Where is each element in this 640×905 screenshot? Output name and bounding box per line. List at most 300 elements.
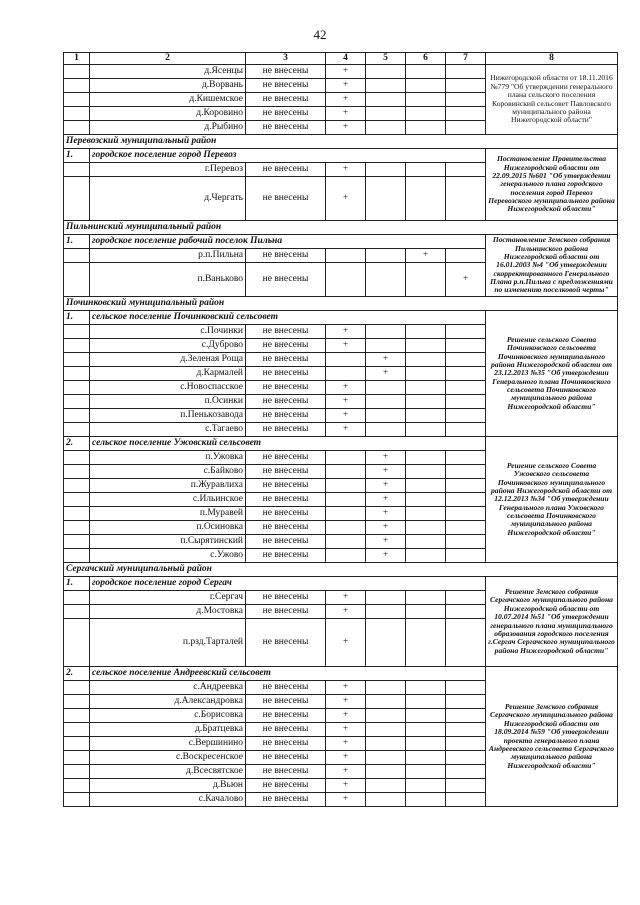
mark-cell-c5: + (366, 549, 406, 563)
row-number-cell (64, 619, 90, 667)
status-cell: не внесены (246, 423, 326, 437)
mark-cell-c4: + (326, 79, 366, 93)
locality-name: п.Пенькозавода (90, 409, 246, 423)
mark-cell-c6 (406, 65, 446, 79)
mark-cell-c5 (366, 177, 406, 221)
settlement-row (64, 235, 618, 249)
mark-cell-c5 (366, 793, 406, 807)
locality-name: п.рзд.Тарталей (90, 619, 246, 667)
column-header: 3 (246, 53, 326, 65)
mark-cell-c7 (446, 409, 486, 423)
legal-document: Постановление Правительства Нижегородской области от 22.09.2015 №601 "Об утверждении генерального плана городского поселения город Перевоз Перевозского муниципального района Нижегородской области" (486, 149, 618, 221)
mark-cell-c6 (406, 423, 446, 437)
mark-cell-c4 (326, 353, 366, 367)
mark-cell-c5 (366, 263, 406, 297)
mark-cell-c7 (446, 325, 486, 339)
mark-cell-c5 (366, 737, 406, 751)
locality-name: д.Кармалей (90, 367, 246, 381)
row-number-cell (64, 451, 90, 465)
mark-cell-c5 (366, 325, 406, 339)
row-number-cell (64, 765, 90, 779)
mark-cell-c5: + (366, 353, 406, 367)
mark-cell-c6 (406, 751, 446, 765)
row-number-cell (64, 535, 90, 549)
mark-cell-c6 (406, 681, 446, 695)
status-cell: не внесены (246, 723, 326, 737)
mark-cell-c7 (446, 65, 486, 79)
settlement-number: 2. (64, 667, 90, 681)
mark-cell-c4 (326, 549, 366, 563)
mark-cell-c5 (366, 423, 406, 437)
locality-name: д.Братцевка (90, 723, 246, 737)
column-header: 7 (446, 53, 486, 65)
mark-cell-c4: + (326, 681, 366, 695)
status-cell: не внесены (246, 79, 326, 93)
mark-cell-c5 (366, 121, 406, 135)
mark-cell-c6 (406, 107, 446, 121)
row-number-cell (64, 549, 90, 563)
status-cell: не внесены (246, 249, 326, 263)
status-cell: не внесены (246, 339, 326, 353)
mark-cell-c4: + (326, 381, 366, 395)
locality-name: д.Мостовка (90, 605, 246, 619)
mark-cell-c7 (446, 751, 486, 765)
locality-name: с.Новоспасское (90, 381, 246, 395)
locality-name: д.Ясенцы (90, 65, 246, 79)
row-number-cell (64, 521, 90, 535)
legal-document: Постановление Земского собрания Пильнинского района Нижегородской области от 16.01.2003 №4 "Об утверждении скорректированного Генерального Плана р.п.Пильна с предложениями по изменению поселковой черты" (486, 235, 618, 297)
column-header: 1 (64, 53, 90, 65)
mark-cell-c7 (446, 507, 486, 521)
mark-cell-c4: + (326, 423, 366, 437)
settlement-row (64, 577, 618, 591)
mark-cell-c4 (326, 367, 366, 381)
status-cell: не внесены (246, 695, 326, 709)
mark-cell-c4: + (326, 709, 366, 723)
mark-cell-c7 (446, 177, 486, 221)
row-number-cell (64, 751, 90, 765)
mark-cell-c6 (406, 605, 446, 619)
mark-cell-c6 (406, 695, 446, 709)
row-number-cell (64, 395, 90, 409)
mark-cell-c5 (366, 709, 406, 723)
mark-cell-c6 (406, 325, 446, 339)
settlement-name: сельское поселение Андреевский сельсовет (90, 667, 486, 681)
legal-document: Решение сельского Совета Починковского сельсовета Починковского муниципального района Нижегородской области от 23.12.2013 №35 "Об утверждении Генерального плана Починковского сельсовета Починковского муниципального района Нижегородской области" (486, 311, 618, 437)
district-name: Перевозский муниципальный район (64, 135, 618, 149)
status-cell: не внесены (246, 619, 326, 667)
mark-cell-c6 (406, 779, 446, 793)
mark-cell-c7 (446, 451, 486, 465)
mark-cell-c7 (446, 737, 486, 751)
mark-cell-c7 (446, 121, 486, 135)
mark-cell-c4 (326, 479, 366, 493)
status-cell: не внесены (246, 107, 326, 121)
locality-name: п.Журавлиха (90, 479, 246, 493)
mark-cell-c6 (406, 521, 446, 535)
mark-cell-c4 (326, 521, 366, 535)
locality-name: д.Коровино (90, 107, 246, 121)
mark-cell-c6 (406, 79, 446, 93)
mark-cell-c6 (406, 263, 446, 297)
locality-name: п.Осинки (90, 395, 246, 409)
row-number-cell (64, 507, 90, 521)
locality-name: г.Перевоз (90, 163, 246, 177)
locality-name: п.Сырятинский (90, 535, 246, 549)
mark-cell-c5 (366, 605, 406, 619)
status-cell: не внесены (246, 395, 326, 409)
mark-cell-c6 (406, 353, 446, 367)
page-number: 42 (313, 27, 327, 42)
mark-cell-c6 (406, 723, 446, 737)
mark-cell-c6 (406, 381, 446, 395)
locality-name: с.Ильинское (90, 493, 246, 507)
settlement-number: 1. (64, 149, 90, 163)
status-cell: не внесены (246, 591, 326, 605)
legal-document: Решение Земского собрания Сергачского муниципального района Нижегородской области от 18.09.2014 №59 "Об утверждении проекта генерального плана Андреевского сельсовета Сергачского муниципального района Нижегородской области" (486, 667, 618, 807)
settlement-row (64, 667, 618, 681)
status-cell: не внесены (246, 507, 326, 521)
row-number-cell (64, 325, 90, 339)
locality-name: с.Андреевка (90, 681, 246, 695)
mark-cell-c4 (326, 249, 366, 263)
mark-cell-c7 (446, 709, 486, 723)
mark-cell-c6 (406, 465, 446, 479)
mark-cell-c7 (446, 605, 486, 619)
district-name: Починковский муниципальный район (64, 297, 618, 311)
mark-cell-c7 (446, 465, 486, 479)
mark-cell-c5 (366, 395, 406, 409)
status-cell: не внесены (246, 479, 326, 493)
locality-name: с.Качалово (90, 793, 246, 807)
settlement-number: 1. (64, 235, 90, 249)
row-number-cell (64, 163, 90, 177)
row-number-cell (64, 723, 90, 737)
row-number-cell (64, 493, 90, 507)
mark-cell-c7 (446, 93, 486, 107)
mark-cell-c5 (366, 65, 406, 79)
status-cell: не внесены (246, 65, 326, 79)
mark-cell-c6 (406, 619, 446, 667)
mark-cell-c5 (366, 591, 406, 605)
mark-cell-c4: + (326, 65, 366, 79)
column-header: 5 (366, 53, 406, 65)
locality-name: п.Осиновка (90, 521, 246, 535)
settlement-name: сельское поселение Ужовский сельсовет (90, 437, 486, 451)
mark-cell-c6 (406, 121, 446, 135)
locality-name: д.Вьюн (90, 779, 246, 793)
mark-cell-c5 (366, 249, 406, 263)
mark-cell-c5: + (366, 465, 406, 479)
settlement-name: сельское поселение Починковский сельсовет (90, 311, 486, 325)
mark-cell-c7 (446, 779, 486, 793)
mark-cell-c7 (446, 723, 486, 737)
settlement-number: 2. (64, 437, 90, 451)
district-name: Пильнинский муниципальный район (64, 221, 618, 235)
mark-cell-c6 (406, 409, 446, 423)
legal-document: Решение сельского Совета Ужовского сельсовета Починковского муниципального района Нижегородской области от 12.12.2013 №34 "Об утверждении Генерального плана Ужовского сельсовета Починковского муниципального района Нижегородской области" (486, 437, 618, 563)
locality-name: с.Борисовка (90, 709, 246, 723)
mark-cell-c5 (366, 695, 406, 709)
locality-name: с.Байково (90, 465, 246, 479)
locality-name: д.Всесвятское (90, 765, 246, 779)
mark-cell-c5 (366, 681, 406, 695)
mark-cell-c6 (406, 367, 446, 381)
mark-cell-c4: + (326, 605, 366, 619)
locality-name: п.Муравей (90, 507, 246, 521)
row-number-cell (64, 695, 90, 709)
settlements-table (63, 52, 618, 807)
mark-cell-c6 (406, 549, 446, 563)
district-name: Сергачский муниципальный район (64, 563, 618, 577)
mark-cell-c5: + (366, 479, 406, 493)
legal-document: Нижегородской области от 18.11.2016 №779 "Об утверждении генерального плана сельского поселения Коровинский сельсовет Павловского муниципального района Нижегородской области" (486, 65, 618, 135)
row-number-cell (64, 681, 90, 695)
mark-cell-c4 (326, 465, 366, 479)
mark-cell-c6 (406, 395, 446, 409)
mark-cell-c7 (446, 793, 486, 807)
mark-cell-c6 (406, 451, 446, 465)
mark-cell-c6 (406, 535, 446, 549)
mark-cell-c6 (406, 737, 446, 751)
row-number-cell (64, 409, 90, 423)
mark-cell-c4: + (326, 619, 366, 667)
row-number-cell (64, 591, 90, 605)
mark-cell-c7 (446, 521, 486, 535)
status-cell: не внесены (246, 409, 326, 423)
mark-cell-c4: + (326, 591, 366, 605)
table-header-row (64, 53, 618, 65)
mark-cell-c5 (366, 107, 406, 121)
mark-cell-c5: + (366, 507, 406, 521)
status-cell: не внесены (246, 535, 326, 549)
mark-cell-c6 (406, 765, 446, 779)
mark-cell-c4: + (326, 339, 366, 353)
mark-cell-c7 (446, 339, 486, 353)
column-header: 2 (90, 53, 246, 65)
row-number-cell (64, 737, 90, 751)
status-cell: не внесены (246, 263, 326, 297)
locality-name: д.Кишемское (90, 93, 246, 107)
status-cell: не внесены (246, 765, 326, 779)
mark-cell-c6 (406, 163, 446, 177)
mark-cell-c5 (366, 381, 406, 395)
row-number-cell (64, 65, 90, 79)
mark-cell-c4: + (326, 765, 366, 779)
locality-name: д.Рыбино (90, 121, 246, 135)
locality-name: д.Чергать (90, 177, 246, 221)
settlement-row (64, 311, 618, 325)
mark-cell-c4: + (326, 107, 366, 121)
district-row (64, 563, 618, 577)
mark-cell-c6 (406, 493, 446, 507)
mark-cell-c4: + (326, 325, 366, 339)
mark-cell-c6: + (406, 249, 446, 263)
mark-cell-c7 (446, 353, 486, 367)
mark-cell-c4: + (326, 409, 366, 423)
mark-cell-c4: + (326, 695, 366, 709)
mark-cell-c7 (446, 395, 486, 409)
status-cell: не внесены (246, 121, 326, 135)
settlement-name: городское поселение рабочий поселок Пильна (90, 235, 486, 249)
row-number-cell (64, 779, 90, 793)
district-row (64, 135, 618, 149)
mark-cell-c6 (406, 177, 446, 221)
mark-cell-c4: + (326, 751, 366, 765)
locality-name: д.Ворвань (90, 79, 246, 93)
settlement-name: городское поселение город Перевоз (90, 149, 486, 163)
mark-cell-c7 (446, 535, 486, 549)
status-cell: не внесены (246, 367, 326, 381)
mark-cell-c6 (406, 709, 446, 723)
column-header: 8 (486, 53, 618, 65)
mark-cell-c4: + (326, 177, 366, 221)
mark-cell-c4 (326, 451, 366, 465)
status-cell: не внесены (246, 737, 326, 751)
row-number-cell (64, 263, 90, 297)
mark-cell-c4 (326, 535, 366, 549)
mark-cell-c6 (406, 591, 446, 605)
status-cell: не внесены (246, 793, 326, 807)
status-cell: не внесены (246, 325, 326, 339)
mark-cell-c5 (366, 163, 406, 177)
mark-cell-c7 (446, 163, 486, 177)
mark-cell-c5: + (366, 367, 406, 381)
locality-name: д.Александровка (90, 695, 246, 709)
mark-cell-c7 (446, 79, 486, 93)
table-row (64, 65, 618, 79)
mark-cell-c4: + (326, 793, 366, 807)
mark-cell-c5 (366, 93, 406, 107)
row-number-cell (64, 249, 90, 263)
mark-cell-c5 (366, 723, 406, 737)
mark-cell-c5: + (366, 535, 406, 549)
mark-cell-c7 (446, 619, 486, 667)
locality-name: с.Починки (90, 325, 246, 339)
locality-name: с.Дуброво (90, 339, 246, 353)
locality-name: с.Воскресенское (90, 751, 246, 765)
row-number-cell (64, 121, 90, 135)
mark-cell-c6 (406, 793, 446, 807)
mark-cell-c4: + (326, 93, 366, 107)
mark-cell-c5 (366, 339, 406, 353)
row-number-cell (64, 465, 90, 479)
mark-cell-c7 (446, 681, 486, 695)
column-header: 4 (326, 53, 366, 65)
mark-cell-c4 (326, 493, 366, 507)
status-cell: не внесены (246, 779, 326, 793)
mark-cell-c7 (446, 423, 486, 437)
mark-cell-c5 (366, 751, 406, 765)
status-cell: не внесены (246, 549, 326, 563)
row-number-cell (64, 709, 90, 723)
district-row (64, 297, 618, 311)
status-cell: не внесены (246, 93, 326, 107)
mark-cell-c7 (446, 591, 486, 605)
row-number-cell (64, 79, 90, 93)
status-cell: не внесены (246, 605, 326, 619)
locality-name: с.Тагаево (90, 423, 246, 437)
row-number-cell (64, 793, 90, 807)
row-number-cell (64, 367, 90, 381)
mark-cell-c7 (446, 493, 486, 507)
status-cell: не внесены (246, 163, 326, 177)
district-row (64, 221, 618, 235)
status-cell: не внесены (246, 177, 326, 221)
row-number-cell (64, 107, 90, 121)
status-cell: не внесены (246, 493, 326, 507)
mark-cell-c6 (406, 507, 446, 521)
row-number-cell (64, 479, 90, 493)
row-number-cell (64, 353, 90, 367)
locality-name: г.Сергач (90, 591, 246, 605)
mark-cell-c6 (406, 479, 446, 493)
column-header: 6 (406, 53, 446, 65)
locality-name: р.п.Пильна (90, 249, 246, 263)
settlement-row (64, 149, 618, 163)
mark-cell-c4: + (326, 395, 366, 409)
mark-cell-c4: + (326, 121, 366, 135)
row-number-cell (64, 423, 90, 437)
row-number-cell (64, 381, 90, 395)
settlement-number: 1. (64, 577, 90, 591)
mark-cell-c7 (446, 367, 486, 381)
mark-cell-c5 (366, 409, 406, 423)
settlement-row (64, 437, 618, 451)
locality-name: с.Ужово (90, 549, 246, 563)
legal-document: Решение Земского собрания Сергачского муниципального района Нижегородской области от 10.07.2014 №51 "Об утверждении генерального плана муниципального образования городского поселения г.Сергач Сергачского муниципального района Нижегородской области" (486, 577, 618, 667)
status-cell: не внесены (246, 451, 326, 465)
mark-cell-c6 (406, 93, 446, 107)
mark-cell-c7: + (446, 263, 486, 297)
row-number-cell (64, 93, 90, 107)
mark-cell-c4: + (326, 737, 366, 751)
locality-name: п.Ваньково (90, 263, 246, 297)
mark-cell-c4 (326, 507, 366, 521)
mark-cell-c7 (446, 381, 486, 395)
mark-cell-c7 (446, 765, 486, 779)
mark-cell-c5 (366, 779, 406, 793)
mark-cell-c5: + (366, 521, 406, 535)
mark-cell-c7 (446, 249, 486, 263)
mark-cell-c5 (366, 79, 406, 93)
mark-cell-c5 (366, 765, 406, 779)
mark-cell-c5: + (366, 493, 406, 507)
locality-name: с.Вершинино (90, 737, 246, 751)
mark-cell-c4: + (326, 779, 366, 793)
status-cell: не внесены (246, 381, 326, 395)
status-cell: не внесены (246, 681, 326, 695)
mark-cell-c7 (446, 479, 486, 493)
mark-cell-c7 (446, 107, 486, 121)
status-cell: не внесены (246, 709, 326, 723)
settlement-name: городское поселение город Сергач (90, 577, 486, 591)
mark-cell-c4: + (326, 163, 366, 177)
mark-cell-c4 (326, 263, 366, 297)
row-number-cell (64, 605, 90, 619)
mark-cell-c7 (446, 695, 486, 709)
status-cell: не внесены (246, 751, 326, 765)
row-number-cell (64, 177, 90, 221)
mark-cell-c5 (366, 619, 406, 667)
row-number-cell (64, 339, 90, 353)
status-cell: не внесены (246, 465, 326, 479)
settlement-number: 1. (64, 311, 90, 325)
mark-cell-c6 (406, 339, 446, 353)
mark-cell-c7 (446, 549, 486, 563)
locality-name: п.Ужовка (90, 451, 246, 465)
mark-cell-c5: + (366, 451, 406, 465)
